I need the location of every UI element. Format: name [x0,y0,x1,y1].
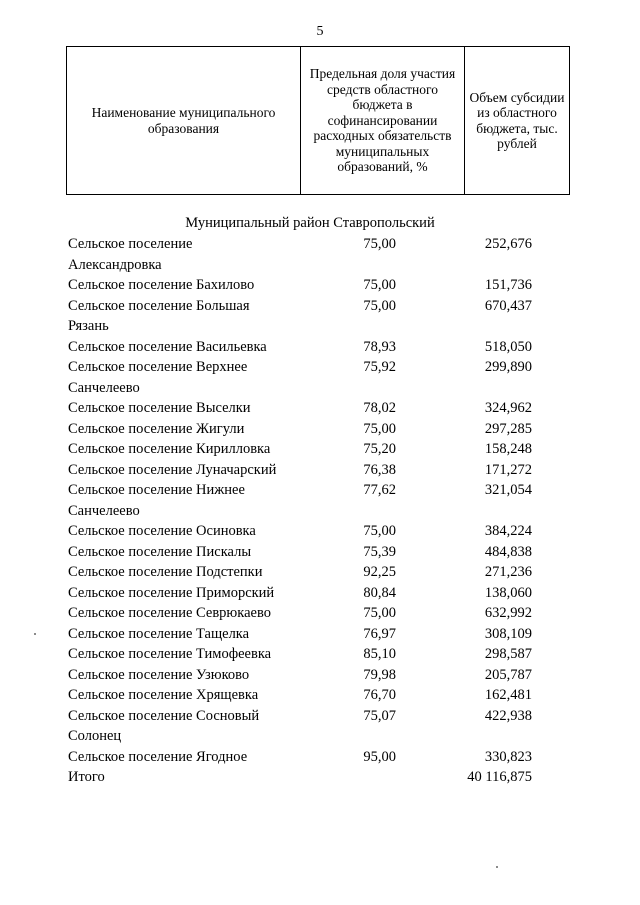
table-row [0,624,640,645]
settlement-name: Сельское поселение Севрюкаево [68,605,271,621]
settlement-name: Сельское поселение Сосновый Солонец [68,707,260,744]
table-row [0,275,640,296]
budget-share: 78,02 [363,400,396,416]
subsidy-amount: 158,248 [484,441,532,457]
total-row [0,767,640,788]
budget-share: 75,20 [363,441,396,457]
table-row [0,603,640,624]
table-row [0,480,640,521]
subsidy-amount: 151,736 [484,277,532,293]
settlement-name: Сельское поселение Луначарский [68,461,277,478]
subsidy-amount: 271,236 [484,564,532,580]
subsidy-amount: 484,838 [484,543,532,560]
settlement-name: Сельское поселение Александровка [68,236,193,273]
settlement-name: Сельское поселение Верхнее Санчелеево [68,359,248,396]
settlement-name: Сельское поселение Васильевка [68,338,267,355]
header-cell-name: Наименование муниципального образования [67,47,301,195]
settlement-name: Сельское поселение Приморский [68,584,275,601]
budget-share: 76,97 [363,625,396,642]
budget-share: 92,25 [363,564,396,580]
settlement-name: Сельское поселение Подстепки [68,564,263,580]
total-amount: 40 116,875 [467,769,532,785]
settlement-name: Сельское поселение Кирилловка [68,441,271,457]
settlement-name: Сельское поселение Узюково [68,666,250,683]
subsidy-amount: 670,437 [484,297,532,314]
budget-share: 76,70 [363,687,396,703]
table-row [0,542,640,563]
table-row [0,398,640,419]
settlement-name: Сельское поселение Бахилово [68,277,255,293]
subsidy-amount: 138,060 [484,584,532,601]
budget-share: 77,62 [363,482,396,498]
header-row [67,47,570,195]
budget-share: 75,00 [363,297,396,314]
table-row [0,337,640,358]
budget-share: 78,93 [363,338,396,355]
page-number: 5 [316,24,324,39]
header-cell-share: Предельная доля участия средств областного бюджета в софинансировании расходных обязательств муниципальных образований, % [301,47,465,195]
subsidy-amount: 308,109 [484,625,532,642]
subsidy-amount: 384,224 [484,523,532,539]
subsidy-amount: 324,962 [484,400,532,416]
settlement-name: Сельское поселение Тащелка [68,625,250,642]
subsidy-amount: 299,890 [484,359,532,375]
table-row [0,583,640,604]
budget-share: 95,00 [363,748,396,765]
subsidy-amount: 252,676 [484,236,532,252]
table-row [0,357,640,398]
subsidy-rows [0,234,640,767]
table-row [0,562,640,583]
table-row [0,439,640,460]
table-row [0,419,640,440]
header-table [66,46,570,195]
scan-speck [496,866,498,868]
settlement-name: Сельское поселение Тимофеевка [68,646,272,662]
table-row [0,665,640,686]
subsidy-amount: 321,054 [484,482,532,498]
table-row [0,644,640,665]
settlement-name: Сельское поселение Ягодное [68,748,248,765]
subsidy-amount: 632,992 [484,605,532,621]
scan-speck [34,633,36,635]
subsidy-amount: 297,285 [484,420,532,437]
table-row [0,706,640,747]
table-row [0,747,640,768]
budget-share: 79,98 [363,666,396,683]
budget-share: 75,00 [363,605,396,621]
settlement-name: Сельское поселение Выселки [68,400,251,416]
subsidy-amount: 330,823 [484,748,532,765]
section-title: Муниципальный район Ставропольский [185,215,435,231]
table-row [0,521,640,542]
subsidy-amount: 422,938 [484,707,532,724]
subsidy-amount: 518,050 [484,338,532,355]
budget-share: 75,00 [363,277,396,293]
table-row [0,460,640,481]
settlement-name: Сельское поселение Жигули [68,420,245,437]
budget-share: 75,92 [363,359,396,375]
subsidy-amount: 171,272 [484,461,532,478]
settlement-name: Сельское поселение Большая Рязань [68,297,250,334]
budget-share: 80,84 [363,584,396,601]
settlement-name: Сельское поселение Осиновка [68,523,256,539]
header-cell-amount: Объем субсидии из областного бюджета, тыс. рублей [465,47,570,195]
settlement-name: Сельское поселение Нижнее Санчелеево [68,482,245,519]
budget-share: 76,38 [363,461,396,478]
budget-share: 75,00 [363,420,396,437]
budget-share: 75,39 [363,543,396,560]
subsidy-amount: 205,787 [484,666,532,683]
table-row [0,296,640,337]
table-row [0,234,640,275]
table-row [0,685,640,706]
budget-share: 75,00 [363,523,396,539]
subsidy-amount: 162,481 [484,687,532,703]
settlement-name: Сельское поселение Хрящевка [68,687,259,703]
budget-share: 75,00 [363,236,396,252]
settlement-name: Сельское поселение Пискалы [68,543,252,560]
total-label: Итого [68,769,105,785]
budget-share: 75,07 [363,707,396,724]
budget-share: 85,10 [363,646,396,662]
subsidy-amount: 298,587 [484,646,532,662]
